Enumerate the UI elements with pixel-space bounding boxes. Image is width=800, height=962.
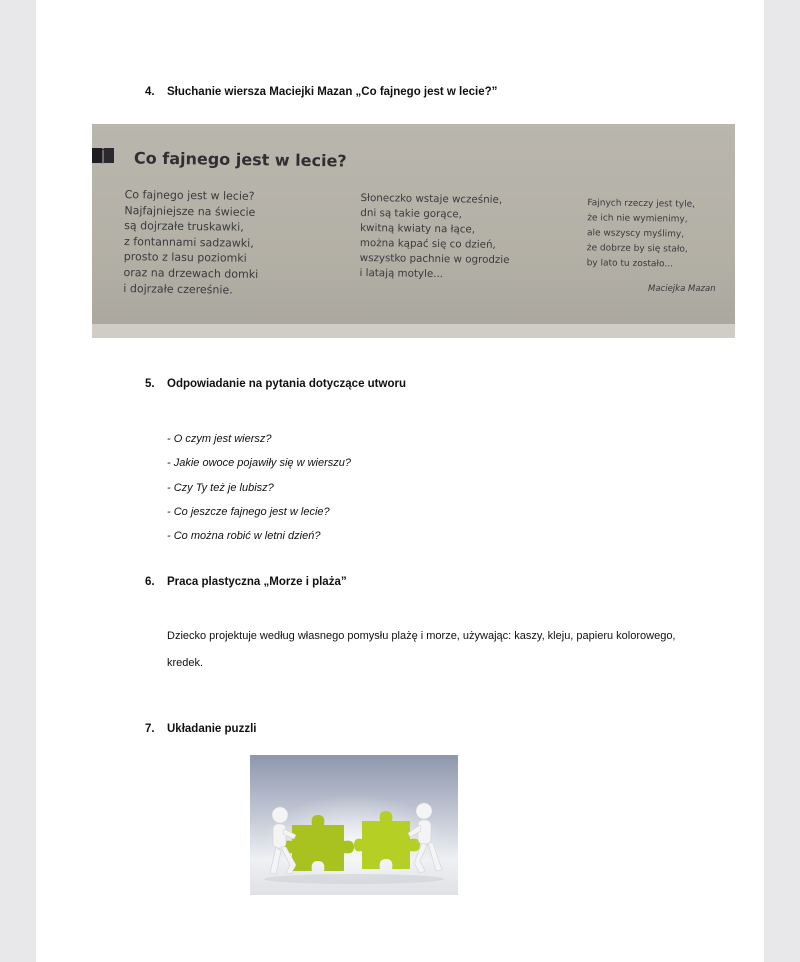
section-7-heading — [145, 723, 256, 735]
question-item: - Czy Ty też je lubisz? — [167, 481, 274, 494]
poem-line: są dojrzałe truskawki, — [124, 219, 244, 234]
poem-photo — [92, 124, 735, 338]
poem-line: wszystko pachnie w ogrodzie — [359, 251, 510, 267]
section-title: Odpowiadanie na pytania dotyczące utworu — [167, 378, 406, 390]
section-number: 5. — [145, 378, 155, 390]
poem-line: by lato tu zostało... — [586, 258, 674, 270]
section-number: 6. — [145, 576, 155, 588]
task-description: Dziecko projektuje według własnego pomysłu plażę i morze, używając: kaszy, kleju, papieru kolorowego, kredek. — [167, 630, 676, 669]
poem-line: z fontannami sadzawki, — [123, 234, 254, 250]
book-icon — [92, 146, 114, 166]
poem-stanza-2 — [359, 191, 510, 283]
section-number: 7. — [145, 723, 155, 735]
section-title: Słuchanie wiersza Maciejki Mazan „Co fajnego jest w lecie?” — [167, 86, 498, 98]
poem-line: i dojrzałe czereśnie. — [123, 281, 233, 297]
poem-line: Słoneczko wstaje wcześnie, — [360, 191, 503, 206]
poem-line: ale wszyscy myślimy, — [586, 228, 685, 240]
poem-line: dni są takie gorące, — [360, 206, 462, 221]
poem-stanza-1 — [123, 187, 259, 298]
poem-line: Najfajniejsze na świecie — [124, 203, 256, 219]
puzzle-illustration — [250, 755, 458, 895]
section-4-heading — [145, 86, 497, 98]
question-item: - Co jeszcze fajnego jest w lecie? — [167, 505, 330, 518]
photo-bottom-edge — [92, 324, 735, 338]
poem-line: że ich nie wymienimy, — [587, 213, 688, 225]
poem-line: oraz na drzewach domki — [123, 266, 259, 281]
poem-line: można kąpać się co dzień, — [359, 236, 496, 251]
poem-title: Co fajnego jest w lecie? — [133, 148, 347, 171]
poem-stanza-3 — [586, 196, 695, 272]
section-number: 4. — [145, 86, 155, 98]
poem-line: Fajnych rzeczy jest tyle, — [587, 198, 696, 210]
poem-line: że dobrze by się stało, — [586, 243, 688, 255]
poem-author: Maciejka Mazan — [648, 284, 716, 294]
section-title: Układanie puzzli — [167, 723, 257, 735]
question-item: - Jakie owoce pojawiły się w wierszu? — [167, 457, 352, 470]
section-5-heading — [145, 378, 406, 390]
question-item: - O czym jest wiersz? — [167, 433, 272, 445]
question-item: - Co można robić w letni dzień? — [167, 530, 321, 543]
question-list — [167, 427, 351, 548]
puzzle-photo — [250, 755, 458, 895]
section-title: Praca plastyczna „Morze i plaża” — [167, 576, 347, 588]
section-6-heading — [145, 576, 347, 588]
poem-line: kwitną kwiaty na łące, — [360, 221, 476, 236]
poem-line: Co fajnego jest w lecie? — [124, 188, 255, 203]
poem-line: prosto z lasu poziomki — [123, 250, 247, 266]
poem-line: i latają motyle... — [359, 266, 444, 281]
